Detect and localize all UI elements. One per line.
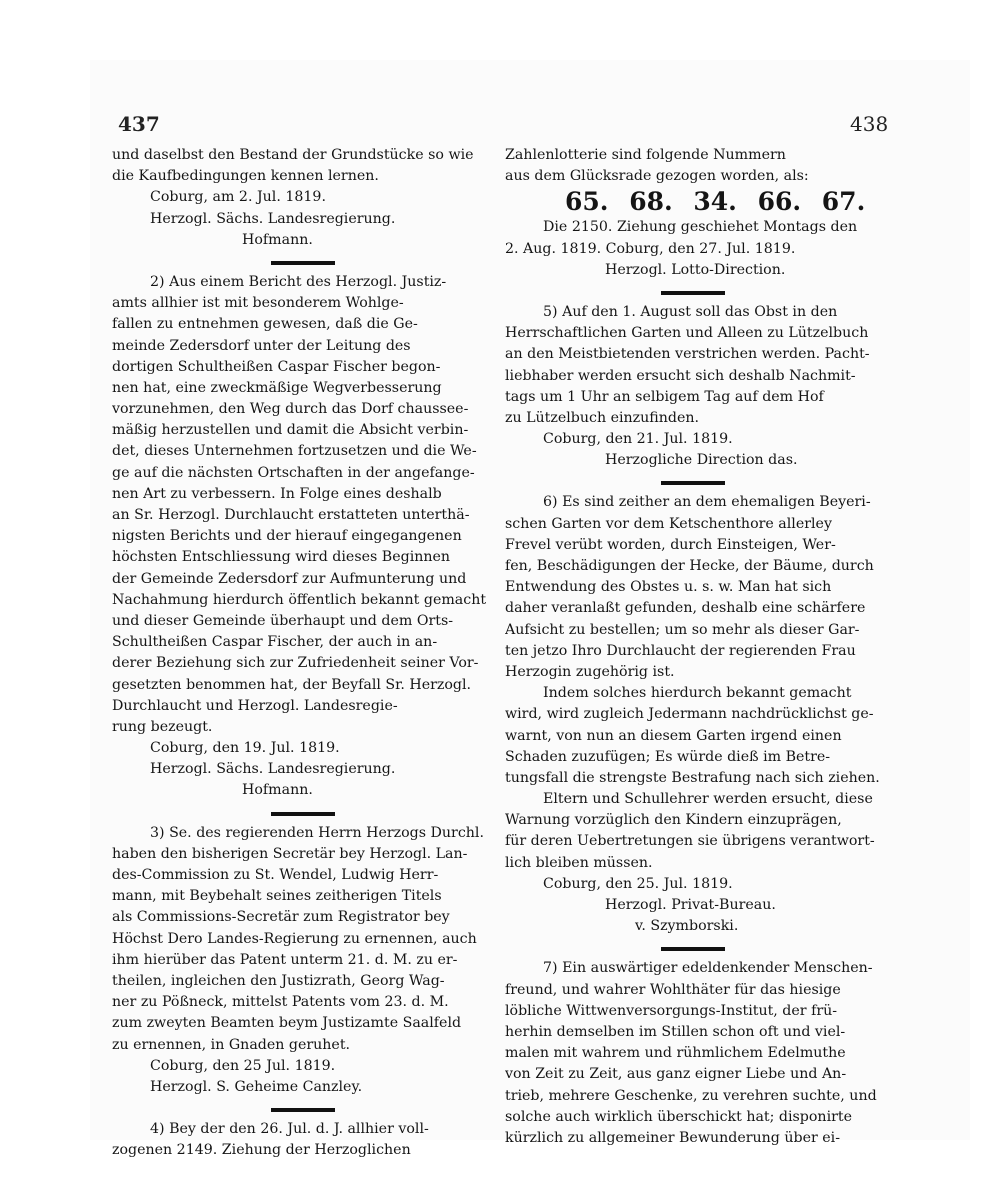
text-line: schen Garten vor dem Ketschenthore allerley	[505, 515, 832, 532]
text-line: 7) Ein auswärtiger edeldenkender Menschen-	[543, 960, 873, 977]
text-line: löbliche Wittwenversorgungs-Institut, der frü-	[505, 1002, 838, 1019]
text-line: der Gemeinde Zedersdorf zur Aufmunterung und	[112, 570, 467, 587]
text-line: ner zu Pößneck, mittelst Patents vom 23. d. M.	[112, 994, 449, 1011]
lottery-numbers: 65. 68. 34. 66. 67.	[565, 187, 866, 217]
text-line: 2. Aug. 1819. Coburg, den 27. Jul. 1819.	[505, 240, 796, 257]
text-line: Nachahmung hierdurch öffentlich bekannt gemacht	[112, 591, 487, 608]
section-divider	[112, 802, 494, 823]
text-line: nen hat, eine zweckmäßige Wegverbesserung	[112, 379, 442, 396]
text-line: dortigen Schultheißen Caspar Fischer begon-	[112, 358, 441, 375]
text-line: solche auch wirklich überschickt hat; disponirte	[505, 1108, 852, 1125]
text-line: ihm hierüber das Patent unterm 21. d. M. zu er-	[112, 951, 458, 968]
text-line: haben den bisherigen Secretär bey Herzogl. Lan-	[112, 845, 468, 862]
text-line: liebhaber werden ersucht sich deshalb Nachmit-	[505, 367, 856, 384]
text-line: nen Art zu verbessern. In Folge eines deshalb	[112, 485, 442, 502]
text-line: nigsten Berichts und der hierauf eingegangenen	[112, 528, 462, 545]
text-line: Aufsicht zu bestellen; um so mehr als dieser Gar-	[505, 621, 860, 638]
text-line: Herzogl. Sächs. Landesregierung.	[150, 761, 396, 778]
text-line: zu ernennen, in Gnaden geruhet.	[112, 1036, 351, 1053]
text-line: und dieser Gemeinde überhaupt und dem Orts-	[112, 612, 454, 629]
text-line: daher veranlaßt gefunden, deshalb eine schärfere	[505, 600, 866, 617]
text-line: Herzogl. Sächs. Landesregierung.	[150, 210, 396, 227]
text-line: als Commissions-Secretär zum Registrator bey	[112, 909, 450, 926]
text-line: tags um 1 Uhr an selbigem Tag auf dem Hof	[505, 388, 824, 405]
text-line: Warnung vorzüglich den Kindern einzuprägen,	[505, 812, 842, 829]
text-line: 6) Es sind zeither an dem ehemaligen Beyeri-	[543, 494, 871, 511]
text-line: amts allhier ist mit besonderem Wohlge-	[112, 295, 404, 312]
text-line: derer Beziehung sich zur Zufriedenheit seiner Vor-	[112, 655, 479, 672]
text-line: trieb, mehrere Geschenke, zu verehren suchte, und	[505, 1087, 877, 1104]
text-line: Schultheißen Caspar Fischer, der auch in an-	[112, 634, 438, 651]
text-line: Herzogl. Lotto-Direction.	[605, 261, 786, 278]
text-line: zu Lützelbuch einzufinden.	[505, 409, 700, 426]
text-line: des-Commission zu St. Wendel, Ludwig Herr-	[112, 867, 439, 883]
section-divider	[505, 937, 880, 958]
text-line: 3) Se. des regierenden Herrn Herzogs Durchl.	[150, 824, 484, 841]
text-line: Herzogl. S. Geheime Canzley.	[150, 1078, 363, 1095]
text-line: Die 2150. Ziehung geschiehet Montags den	[543, 219, 858, 236]
text-line: mann, mit Beybehalt seines zeitherigen Titels	[112, 888, 442, 905]
left-column	[112, 145, 494, 1161]
text-line: tungsfall die strengste Bestrafung nach sich ziehen.	[505, 769, 880, 786]
text-line: Herrschaftlichen Garten und Alleen zu Lützelbuch	[505, 325, 869, 342]
text-line: lich bleiben müssen.	[505, 854, 653, 871]
text-line: von Zeit zu Zeit, aus ganz eigner Liebe und An-	[505, 1066, 847, 1083]
text-line: Herzogl. Privat-Bureau.	[605, 897, 776, 913]
text-line: die Kaufbedingungen kennen lernen.	[112, 168, 379, 185]
text-line: Coburg, den 21. Jul. 1819.	[543, 431, 733, 448]
text-line: Herzogin zugehörig ist.	[505, 663, 675, 680]
text-line: meinde Zedersdorf unter der Leitung des	[112, 337, 411, 354]
text-line: an den Meistbietenden verstrichen werden. Pacht-	[505, 346, 870, 363]
text-line: Coburg, den 25. Jul. 1819.	[543, 875, 733, 892]
text-line: theilen, ingleichen den Justizrath, Georg Wag-	[112, 972, 445, 989]
text-line: Höchst Dero Landes-Regierung zu ernennen, auch	[112, 930, 477, 947]
text-line: an Sr. Herzogl. Durchlaucht erstatteten unterthä-	[112, 507, 470, 523]
text-line: Schaden zuzufügen; Es würde dieß im Betre-	[505, 748, 831, 765]
text-line: fen, Beschädigungen der Hecke, der Bäume, durch	[505, 558, 874, 574]
text-line: zogenen 2149. Ziehung der Herzoglichen	[112, 1142, 411, 1159]
text-line: mäßig herzustellen und damit die Absicht verbin-	[112, 422, 469, 439]
text-line: malen mit wahrem und rühmlichem Edelmuthe	[505, 1045, 846, 1062]
section-divider	[112, 251, 494, 272]
text-line: zum zweyten Beamten beym Justizamte Saalfeld	[112, 1015, 462, 1032]
text-line: für deren Uebertretungen sie übrigens verantwort-	[505, 833, 875, 850]
section-divider	[112, 1098, 494, 1119]
text-line: aus dem Glücksrade gezogen worden, als:	[505, 168, 809, 185]
page-number-right: 438	[850, 112, 889, 136]
text-line: herhin demselben im Stillen schon oft und viel-	[505, 1023, 846, 1040]
text-line: det, dieses Unternehmen fortzusetzen und die We-	[112, 443, 477, 460]
right-column	[505, 145, 880, 1149]
text-line: 5) Auf den 1. August soll das Obst in den	[543, 303, 838, 320]
text-line: höchsten Entschliessung wird dieses Beginnen	[112, 549, 451, 566]
text-line: und daselbst den Bestand der Grundstücke so wie	[112, 147, 474, 163]
text-line: warnt, von nun an diesem Garten irgend einen	[505, 727, 842, 744]
text-line: Durchlaucht und Herzogl. Landesregie-	[112, 697, 398, 714]
text-line: Hofmann.	[242, 782, 313, 799]
text-line: Zahlenlotterie sind folgende Nummern	[505, 147, 786, 163]
text-line: Herzogliche Direction das.	[605, 452, 798, 469]
text-line: Hofmann.	[242, 231, 313, 248]
text-line: Eltern und Schullehrer werden ersucht, diese	[543, 791, 873, 808]
text-line: 4) Bey der den 26. Jul. d. J. allhier voll-	[150, 1121, 429, 1138]
text-line: 2) Aus einem Bericht des Herzogl. Justiz-	[150, 273, 447, 290]
text-line: rung bezeugt.	[112, 718, 213, 735]
text-line: ten jetzo Ihro Durchlaucht der regierenden Frau	[505, 642, 856, 659]
text-line: freund, und wahrer Wohlthäter für das hiesige	[505, 981, 841, 998]
page-number-left: 437	[118, 112, 160, 136]
text-line: vorzunehmen, den Weg durch das Dorf chaussee-	[112, 401, 469, 418]
text-line: Coburg, den 25 Jul. 1819.	[150, 1057, 336, 1074]
text-line: ge auf die nächsten Ortschaften in der angefange-	[112, 464, 475, 481]
text-line: wird, wird zugleich Jedermann nachdrücklichst ge-	[505, 706, 874, 723]
text-line: Entwendung des Obstes u. s. w. Man hat sich	[505, 579, 832, 596]
text-line: v. Szymborski.	[635, 918, 739, 935]
text-line: gesetzten benommen hat, der Beyfall Sr. Herzogl.	[112, 676, 472, 693]
section-divider	[505, 281, 880, 302]
text-line: Frevel verübt worden, durch Einsteigen, Wer-	[505, 536, 836, 553]
text-line: Coburg, den 19. Jul. 1819.	[150, 740, 340, 757]
text-line: fallen zu entnehmen gewesen, daß die Ge-	[112, 316, 418, 333]
text-line: kürzlich zu allgemeiner Bewunderung über ei-	[505, 1129, 841, 1146]
text-line: Coburg, am 2. Jul. 1819.	[150, 189, 326, 206]
section-divider	[505, 471, 880, 492]
text-line: Indem solches hierdurch bekannt gemacht	[543, 685, 852, 702]
